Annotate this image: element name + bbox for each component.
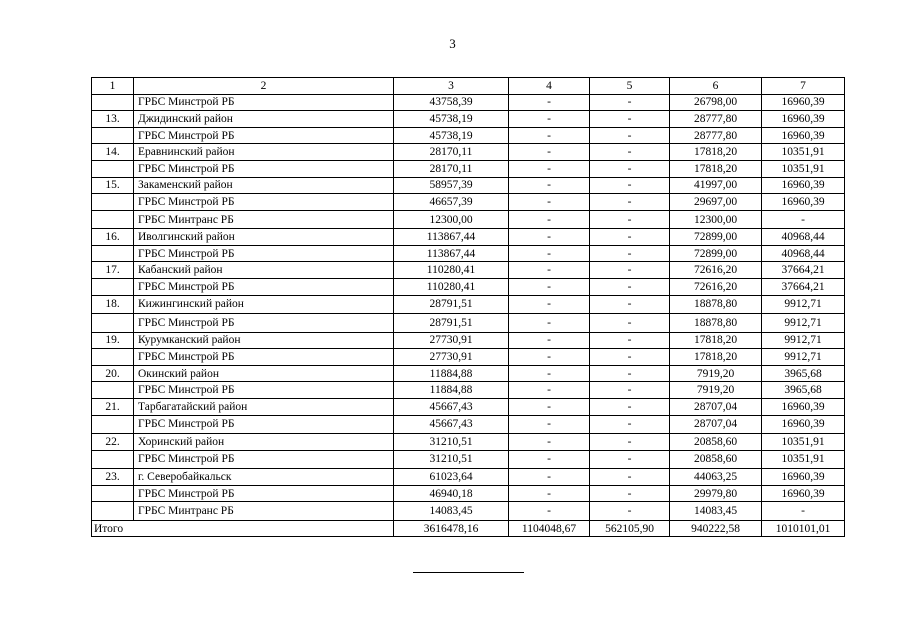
table-row [92,295,845,314]
table-row [92,160,845,177]
row-value-7: 16960,39 [762,177,845,194]
row-value-3: 113867,44 [394,229,509,246]
header-cell-2: 2 [134,78,394,95]
row-value-6: 28707,04 [670,399,762,416]
row-value-3: 12300,00 [394,210,509,229]
row-value-6: 14083,45 [670,502,762,521]
row-value-4: - [509,229,590,246]
row-value-3: 61023,64 [394,469,509,486]
table-row [92,382,845,399]
table-row [92,434,845,451]
row-value-6: 44063,25 [670,469,762,486]
row-value-6: 72616,20 [670,279,762,296]
table-row [92,469,845,486]
table-row [92,314,845,333]
row-value-3: 110280,41 [394,279,509,296]
row-value-6: 29979,80 [670,485,762,502]
row-value-4: - [509,314,590,333]
row-value-5: - [590,295,670,314]
row-value-7: 16960,39 [762,415,845,434]
budget-table [91,77,845,537]
row-value-5: - [590,415,670,434]
row-value-5: - [590,111,670,128]
header-cell-5: 5 [590,78,670,95]
row-value-5: - [590,279,670,296]
table-row [92,210,845,229]
row-name: Закаменский район [134,177,394,194]
row-value-3: 11884,88 [394,365,509,382]
row-value-6: 7919,20 [670,365,762,382]
row-number [92,194,134,211]
header-cell-4: 4 [509,78,590,95]
table-row [92,127,845,144]
row-value-6: 72899,00 [670,245,762,262]
row-name: ГРБС Минстрой РБ [134,279,394,296]
row-name: Окинский район [134,365,394,382]
row-value-3: 28170,11 [394,160,509,177]
footnote-separator-line [413,572,524,573]
row-value-6: 17818,20 [670,144,762,161]
row-value-6: 12300,00 [670,210,762,229]
row-name: ГРБС Минстрой РБ [134,314,394,333]
row-value-5: - [590,127,670,144]
row-number: 14. [92,144,134,161]
row-value-7: 3965,68 [762,382,845,399]
row-value-4: - [509,502,590,521]
row-value-4: - [509,94,590,111]
row-number [92,210,134,229]
table-row [92,485,845,502]
row-number [92,279,134,296]
row-value-7: 10351,91 [762,160,845,177]
row-value-7: 40968,44 [762,229,845,246]
row-name: Хоринский район [134,434,394,451]
row-value-3: 28791,51 [394,295,509,314]
row-value-4: - [509,111,590,128]
row-name: Тарбагатайский район [134,399,394,416]
row-value-4: - [509,485,590,502]
row-value-3: 43758,39 [394,94,509,111]
row-value-6: 29697,00 [670,194,762,211]
row-value-5: - [590,177,670,194]
row-value-3: 31210,51 [394,434,509,451]
row-value-5: - [590,434,670,451]
row-value-7: 10351,91 [762,450,845,469]
row-name: ГРБС Минстрой РБ [134,382,394,399]
row-value-6: 72899,00 [670,229,762,246]
row-name: Иволгинский район [134,229,394,246]
row-value-3: 45667,43 [394,399,509,416]
row-value-3: 46940,18 [394,485,509,502]
row-name: ГРБС Минстрой РБ [134,485,394,502]
row-value-7: 37664,21 [762,279,845,296]
row-number [92,160,134,177]
row-value-4: - [509,332,590,349]
row-value-7: 9912,71 [762,314,845,333]
total-row [92,520,845,537]
row-number [92,485,134,502]
row-number [92,382,134,399]
row-value-5: - [590,160,670,177]
table-row [92,194,845,211]
row-value-5: - [590,502,670,521]
row-value-7: 10351,91 [762,144,845,161]
row-value-4: - [509,127,590,144]
row-name: ГРБС Минстрой РБ [134,127,394,144]
row-name: ГРБС Минстрой РБ [134,245,394,262]
row-value-6: 28707,04 [670,415,762,434]
row-value-5: - [590,314,670,333]
row-value-5: - [590,485,670,502]
table-row [92,349,845,366]
row-number: 19. [92,332,134,349]
table-row [92,332,845,349]
table-row [92,144,845,161]
row-number: 20. [92,365,134,382]
header-row [92,78,845,95]
table-row [92,94,845,111]
row-value-5: - [590,332,670,349]
row-value-5: - [590,194,670,211]
row-value-7: - [762,210,845,229]
row-value-5: - [590,399,670,416]
row-value-7: - [762,502,845,521]
row-name: Кабанский район [134,262,394,279]
row-value-7: 9912,71 [762,295,845,314]
row-value-4: - [509,279,590,296]
row-value-6: 17818,20 [670,332,762,349]
row-value-6: 18878,80 [670,314,762,333]
table-row [92,415,845,434]
table-row [92,111,845,128]
row-value-3: 113867,44 [394,245,509,262]
row-value-4: - [509,262,590,279]
table-row [92,502,845,521]
row-value-6: 28777,80 [670,127,762,144]
row-number: 17. [92,262,134,279]
row-value-6: 26798,00 [670,94,762,111]
row-value-7: 16960,39 [762,94,845,111]
row-value-4: - [509,382,590,399]
row-name: ГРБС Минстрой РБ [134,450,394,469]
row-value-4: - [509,245,590,262]
row-value-5: - [590,382,670,399]
row-number [92,450,134,469]
table-row [92,279,845,296]
header-cell-1: 1 [92,78,134,95]
row-value-7: 37664,21 [762,262,845,279]
row-number [92,127,134,144]
header-cell-6: 6 [670,78,762,95]
row-number [92,415,134,434]
row-value-7: 3965,68 [762,365,845,382]
row-value-4: - [509,210,590,229]
total-value-6: 940222,58 [670,520,762,537]
row-number: 18. [92,295,134,314]
row-value-4: - [509,160,590,177]
row-value-3: 46657,39 [394,194,509,211]
row-number: 23. [92,469,134,486]
row-value-3: 45738,19 [394,127,509,144]
row-number [92,245,134,262]
row-value-3: 11884,88 [394,382,509,399]
row-name: ГРБС Минстрой РБ [134,194,394,211]
table-row [92,450,845,469]
row-value-5: - [590,469,670,486]
row-value-6: 18878,80 [670,295,762,314]
row-value-3: 31210,51 [394,450,509,469]
total-value-3: 3616478,16 [394,520,509,537]
row-value-5: - [590,365,670,382]
row-value-7: 40968,44 [762,245,845,262]
row-value-3: 28791,51 [394,314,509,333]
row-value-5: - [590,210,670,229]
row-number [92,502,134,521]
row-value-6: 72616,20 [670,262,762,279]
row-value-4: - [509,469,590,486]
total-value-4: 1104048,67 [509,520,590,537]
row-name: Курумканский район [134,332,394,349]
row-name: ГРБС Минтранс РБ [134,502,394,521]
row-name: ГРБС Минстрой РБ [134,349,394,366]
row-value-5: - [590,450,670,469]
row-number: 21. [92,399,134,416]
total-value-7: 1010101,01 [762,520,845,537]
row-value-6: 20858,60 [670,434,762,451]
row-value-5: - [590,229,670,246]
row-value-3: 45738,19 [394,111,509,128]
row-value-3: 28170,11 [394,144,509,161]
row-value-7: 16960,39 [762,399,845,416]
row-value-4: - [509,349,590,366]
row-value-4: - [509,415,590,434]
row-value-3: 45667,43 [394,415,509,434]
row-value-6: 41997,00 [670,177,762,194]
row-value-3: 27730,91 [394,332,509,349]
row-number [92,94,134,111]
row-value-5: - [590,349,670,366]
row-value-7: 10351,91 [762,434,845,451]
row-value-6: 20858,60 [670,450,762,469]
row-name: ГРБС Минстрой РБ [134,160,394,177]
table-row [92,262,845,279]
row-value-6: 17818,20 [670,160,762,177]
row-number: 13. [92,111,134,128]
row-name: Джидинский район [134,111,394,128]
row-value-7: 9912,71 [762,332,845,349]
row-value-6: 17818,20 [670,349,762,366]
page-number: 3 [449,36,456,51]
row-number: 22. [92,434,134,451]
row-name: ГРБС Минстрой РБ [134,415,394,434]
row-number: 15. [92,177,134,194]
row-value-7: 16960,39 [762,127,845,144]
row-value-7: 9912,71 [762,349,845,366]
header-cell-3: 3 [394,78,509,95]
row-value-7: 16960,39 [762,469,845,486]
row-number: 16. [92,229,134,246]
total-label: Итого [92,520,394,537]
row-name: ГРБС Минтранс РБ [134,210,394,229]
row-value-4: - [509,194,590,211]
row-name: г. Северобайкальск [134,469,394,486]
row-value-3: 27730,91 [394,349,509,366]
row-value-3: 110280,41 [394,262,509,279]
row-value-5: - [590,262,670,279]
row-number [92,349,134,366]
row-value-3: 14083,45 [394,502,509,521]
row-name: Еравнинский район [134,144,394,161]
row-name: ГРБС Минстрой РБ [134,94,394,111]
row-value-5: - [590,94,670,111]
row-value-5: - [590,144,670,161]
row-value-7: 16960,39 [762,485,845,502]
row-value-3: 58957,39 [394,177,509,194]
row-value-5: - [590,245,670,262]
table-row [92,399,845,416]
row-value-6: 28777,80 [670,111,762,128]
header-cell-7: 7 [762,78,845,95]
row-value-4: - [509,144,590,161]
row-value-4: - [509,434,590,451]
row-value-4: - [509,399,590,416]
total-value-5: 562105,90 [590,520,670,537]
table-row [92,229,845,246]
row-value-6: 7919,20 [670,382,762,399]
row-value-4: - [509,177,590,194]
row-value-4: - [509,295,590,314]
row-value-4: - [509,450,590,469]
row-name: Кижингинский район [134,295,394,314]
table-row [92,245,845,262]
row-value-4: - [509,365,590,382]
table-row [92,365,845,382]
row-number [92,314,134,333]
row-value-7: 16960,39 [762,111,845,128]
row-value-7: 16960,39 [762,194,845,211]
table-row [92,177,845,194]
